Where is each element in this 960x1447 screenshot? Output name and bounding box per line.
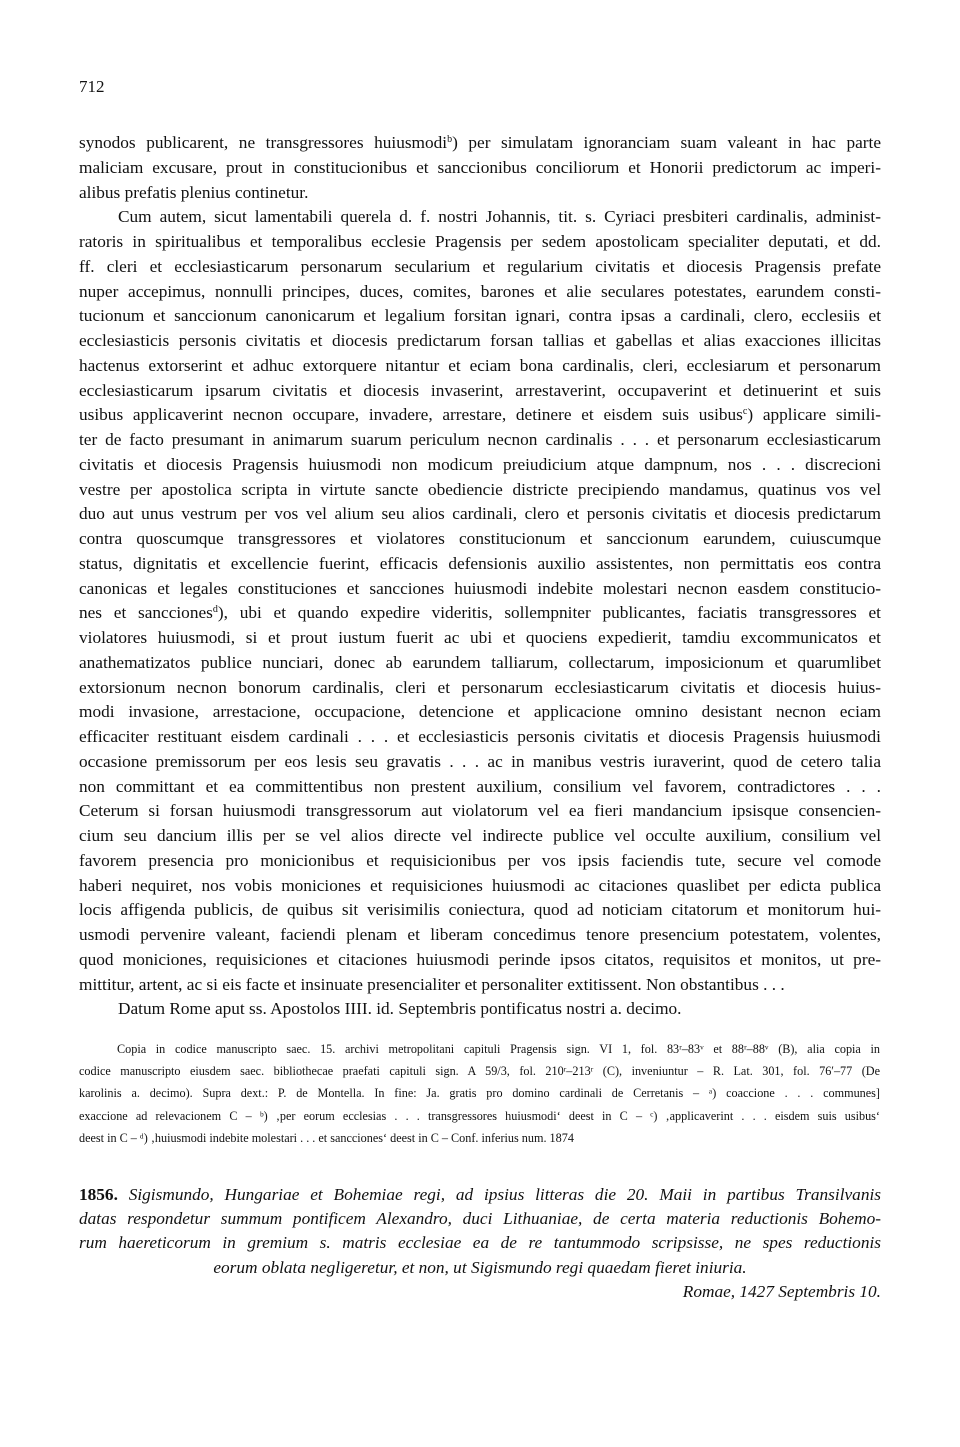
text-line: violatores huiusmodi, si et prout iustum fuerit ac ubi et quociens expedierit, tamdiu excommunicatos et: [79, 628, 881, 647]
text-line: cium seu dancium illis per se vel alios directe vel indirecte publice vel occulte auxilium, consilium vel: [79, 826, 881, 845]
text-line: extorsionum necnon bonorum cardinalis, cleri et personarum ecclesiasticarum civitatis et diocesis huius-: [79, 677, 881, 697]
apparatus-line: exaccione ad relevacionem C – ᵇ) ‚per eorum ecclesias . . . transgressores huiusmodi‘ deest in C – ᶜ) ‚applicaverint . . . eisdem suis usibus‘: [79, 1108, 880, 1123]
apparatus-line: karolinis a. decimo). Supra dext.: P. de Montella. In fine: Ja. gratis pro domino cardinali de Cerretanis – ᵃ) coaccione . . . communes]: [79, 1086, 880, 1101]
text-line: usmodi pervenire valeant, faciendi plenam et liberam concedimus tenore presencium potestatem, volentes,: [79, 925, 881, 944]
text-line: ter de facto presumant in animarum suarum periculum necnon cardinalis . . . et personarum ecclesiasticarum: [79, 430, 881, 449]
text-line: civitatis et diocesis Pragensis huiusmodi non modicum preiudicium atque dampnum, nos . . . discrecioni: [79, 454, 881, 474]
apparatus-line: deest in C – ᵈ) ‚huiusmodi indebite molestari . . . et sancciones‘ deest in C – Conf. inferius num. 1874: [79, 1130, 574, 1145]
text-line: quod moniciones, requisiciones et citaciones huiusmodi perinde ipsos citatos, requisitos et monitos, ut pre-: [79, 949, 881, 969]
paragraph-2: [79, 205, 881, 997]
apparatus-line: Copia in codice manuscripto saec. 15. archivi metropolitani capituli Pragensis sign. VI 1, fol. 83ʳ–83ᵛ et 88ʳ–88ᵛ (B), alia copia in: [117, 1042, 880, 1056]
text-line: ecclesiasticis personis civitatis et diocesis predictarum forsan tallias et gabellas et alias exacciones illicitas: [79, 331, 881, 350]
text-line: non committant et ea committentibus non prestent auxilium, consilium vel favorem, contradictores . . .: [79, 776, 881, 796]
critical-apparatus: [79, 1038, 880, 1149]
text-line: Ceterum si forsan huiusmodi transgressorum aut violatorum vel ea fieri mandancium ipsisque consencien-: [79, 801, 881, 821]
entry-number: 1856.: [79, 1185, 118, 1204]
text-line: canonicas et legales constituciones et sancciones huiusmodi indebite molestari necnon easdem constitucio-: [79, 578, 881, 598]
entry-summary-line: eorum oblata negligeretur, et non, ut Sigismundo regi quaedam fieret iniuria.: [213, 1257, 747, 1277]
text-line: contra quoscumque transgressores et violatores constitucionum et sanccionum earundem, cuiuscumque: [79, 529, 881, 548]
text-line: mittitur, artent, ac si eis facte et insinuate presencialiter et personaliter extitissent. Non obstantibus . . .: [79, 974, 785, 994]
page-number: 712: [79, 77, 105, 96]
text-line: Cum autem, sicut lamentabili querela d. f. nostri Johannis, tit. s. Cyriaci presbiteri cardinalis, administ-: [118, 207, 881, 227]
text-line: occasione premissorum per eos lesis seu gravatis . . . ac in manibus vestris iuraverint, quod de cetero talia: [79, 751, 881, 771]
text-line: ff. cleri et ecclesiasticarum personarum secularium et regularium civitatis et diocesis Pragensis prefate: [79, 256, 881, 276]
text-line: duo aut unus vestrum per vos vel alium seu alios cardinali, clero et personis civitatis et diocesis predictarum: [79, 504, 881, 524]
text-line: haberi nequiret, nos vobis moniciones et requisiciones huiusmodi ac citaciones quaslibet per edicta publica: [79, 875, 881, 895]
text-line: ecclesiasticarum ipsarum civitatis et diocesis invaserint, arrestaverint, occupaverint et detinuerint et suis: [79, 380, 881, 400]
footnote-mark: b: [447, 134, 453, 145]
letter-body: [79, 131, 881, 1022]
footnote-mark: d: [212, 604, 218, 616]
text-line: nes et sancciones$^d$), ubi et quando expedire videritis, sollempniter publicantes, faciatis transgressores et: [79, 603, 881, 623]
paragraph-1: [79, 131, 881, 205]
dating-clause: Datum Rome aput ss. Apostolos IIII. id. Septembris pontificatus nostri a. decimo.: [118, 999, 682, 1019]
footnote-mark: c: [742, 406, 748, 418]
text-line: vestre per apostolica scripta in virtute sancte obediencie districte precipiendo mandamus, quatinus vos vel: [79, 479, 881, 499]
entry-heading: [79, 1183, 881, 1304]
text-line: ratoris in spiritualibus et temporalibus ecclesie Pragensis per sedem apostolicam specialiter deputati, et dd.: [79, 232, 881, 251]
text-line: alibus prefatis plenius continetur.: [79, 182, 309, 202]
text-line: status, dignitatis et excellencie fuerint, efficacis defensionis auxilio assistentes, non permittatis eos contra: [79, 553, 881, 573]
text-line: usibus applicaverint necnon occupare, invadere, arrestare, detinere et eisdem suis usibus$^c$) applicare simili-: [79, 405, 882, 425]
text-line: maliciam excusare, prout in constitucionibus et sanccionibus conciliorum et Honorii predictorum ac imperi-: [79, 157, 881, 177]
text-line: anathematizatos publice nunciari, donec ab earundem talliarum, collectarum, imposicionum et quarumlibet: [79, 652, 881, 672]
text-line: hactenus extorserint et adhuc extorquere nitantur et eciam bona cardinalis, cleri, ecclesiarum et personarum: [79, 355, 881, 375]
text-line: synodos publicarent, ne transgressores huiusmodi$^b$) per simulatam ignoranciam suam valeant in hac parte: [79, 133, 881, 152]
apparatus-line: codice manuscripto eiusdem saec. bibliothecae praefati capituli sign. A 59/3, fol. 210ʳ–213ʳ (C), inveniuntur – R. Lat. 301, fol. 76′–77 (De: [79, 1064, 880, 1079]
text-line: modi invasione, arrestacione, occupacione, detencione et applicacione omnino desistant necnon eciam: [79, 702, 881, 722]
paragraph-3: [79, 997, 881, 1022]
entry-summary-line: 1856. Sigismundo, Hungariae et Bohemiae regi, ad ipsius litteras die 20. Maii in partibus Transilvanis: [79, 1185, 881, 1204]
entry-place-date: Romae, 1427 Septembris 10.: [682, 1281, 881, 1301]
text-line: locis affigenda publicis, de quibus sit verisimilis coniectura, quod ad noticiam citatorum et monitorum hui-: [79, 900, 881, 920]
text-line: tucionum et sanccionum canonicarum et legalium forsitan ignari, contra ipsas a cardinali, clero, ecclesiis et: [79, 306, 881, 326]
text-line: efficaciter restituant eisdem cardinali . . . et ecclesiasticis personis civitatis et diocesis Pragensis huiusmodi: [79, 727, 881, 746]
entry-summary-line: datas respondetur summum pontificem Alexandro, duci Lithuaniae, de certa materia reductionis Bohemo-: [79, 1209, 881, 1229]
entry-summary-line: rum haereticorum in gremium s. matris ecclesiae ea de re tantummodo scripsisse, ne spes reductionis: [79, 1233, 881, 1253]
text-line: nuper accepimus, nonnulli principes, duces, comites, barones et alie seculares potestates, earundem consti-: [79, 281, 881, 301]
text-line: favorem presencia pro monicionibus et requisicionibus per vos ipsis faciendis tute, secure vel comode: [79, 850, 881, 870]
